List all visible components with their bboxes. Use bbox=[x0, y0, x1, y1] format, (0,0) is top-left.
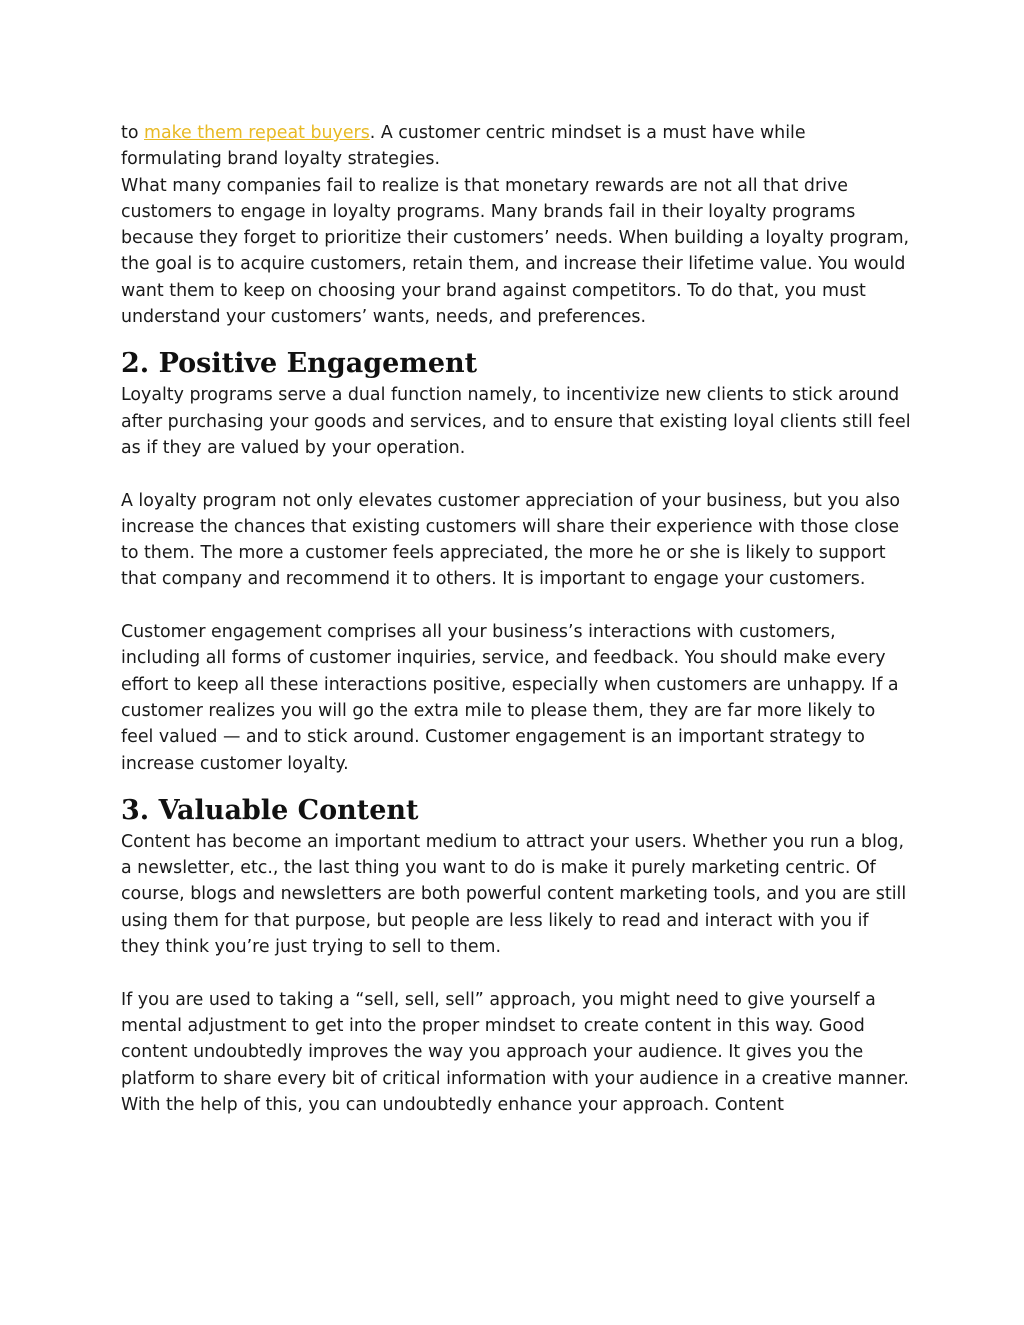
content-paragraph-1: Content has become an important medium to attract your users. Whether you run a blog, a newsletter, etc., the last thing you want to do is make it purely marketing centric. Of course, blogs and newsletters are both powerful content marketing tools, and you are still using them for that purpose, but people are less likely to read and interact with you if they think you’re just trying to sell to them. bbox=[121, 831, 907, 958]
content-paragraph-2: If you are used to taking a “sell, sell, sell” approach, you might need to give yourself a mental adjustment to get into the proper mindset to create content in this way. Good content undoubtedly improves the way you approach your audience. It gives you the platform to share every bit of critical information with your audience in a creative manner. With the help of this, you can undoubtedly enhance your approach. Content bbox=[121, 989, 909, 1115]
section-heading-valuable-content: 3. Valuable Content bbox=[121, 794, 419, 826]
intro-paragraph-1 bbox=[121, 120, 911, 173]
document-page bbox=[121, 120, 911, 1118]
engagement-paragraph-3: Customer engagement comprises all your business’s interactions with customers, including all forms of customer inquiries, service, and feedback. You should make every effort to keep all these interactions positive, especially when customers are unhappy. If a customer realizes you will go the extra mile to please them, they are far more likely to feel valued — and to stick around. Customer engagement is an important strategy to increase customer loyalty. bbox=[121, 622, 899, 774]
intro-text-before-link: to bbox=[121, 123, 144, 143]
intro-text-after-link: . A customer centric mindset is a must have while formulating brand loyalty strategies. bbox=[121, 123, 806, 170]
section-heading-positive-engagement: 2. Positive Engagement bbox=[121, 348, 478, 380]
engagement-paragraph-2: A loyalty program not only elevates customer appreciation of your business, but you also increase the chances that existing customers will share their experience with those close to them. The more a customer feels appreciated, the more he or she is likely to support that company and recommend it to others. It is important to engage your customers. bbox=[121, 490, 901, 590]
intro-paragraph-2: What many companies fail to realize is that monetary rewards are not all that drive customers to engage in loyalty programs. Many brands fail in their loyalty programs because they forget to prioritize their customers’ needs. When building a loyalty program, the goal is to acquire customers, retain them, and increase their lifetime value. You would want them to keep on choosing your brand against competitors. To do that, you must understand your customers’ wants, needs, and preferences. bbox=[121, 175, 910, 328]
engagement-paragraph-1: Loyalty programs serve a dual function namely, to incentivize new clients to stick around after purchasing your goods and services, and to ensure that existing loyal clients still feel as if they are valued by your operation. bbox=[121, 385, 911, 458]
repeat-buyers-link[interactable]: make them repeat buyers bbox=[144, 123, 370, 143]
